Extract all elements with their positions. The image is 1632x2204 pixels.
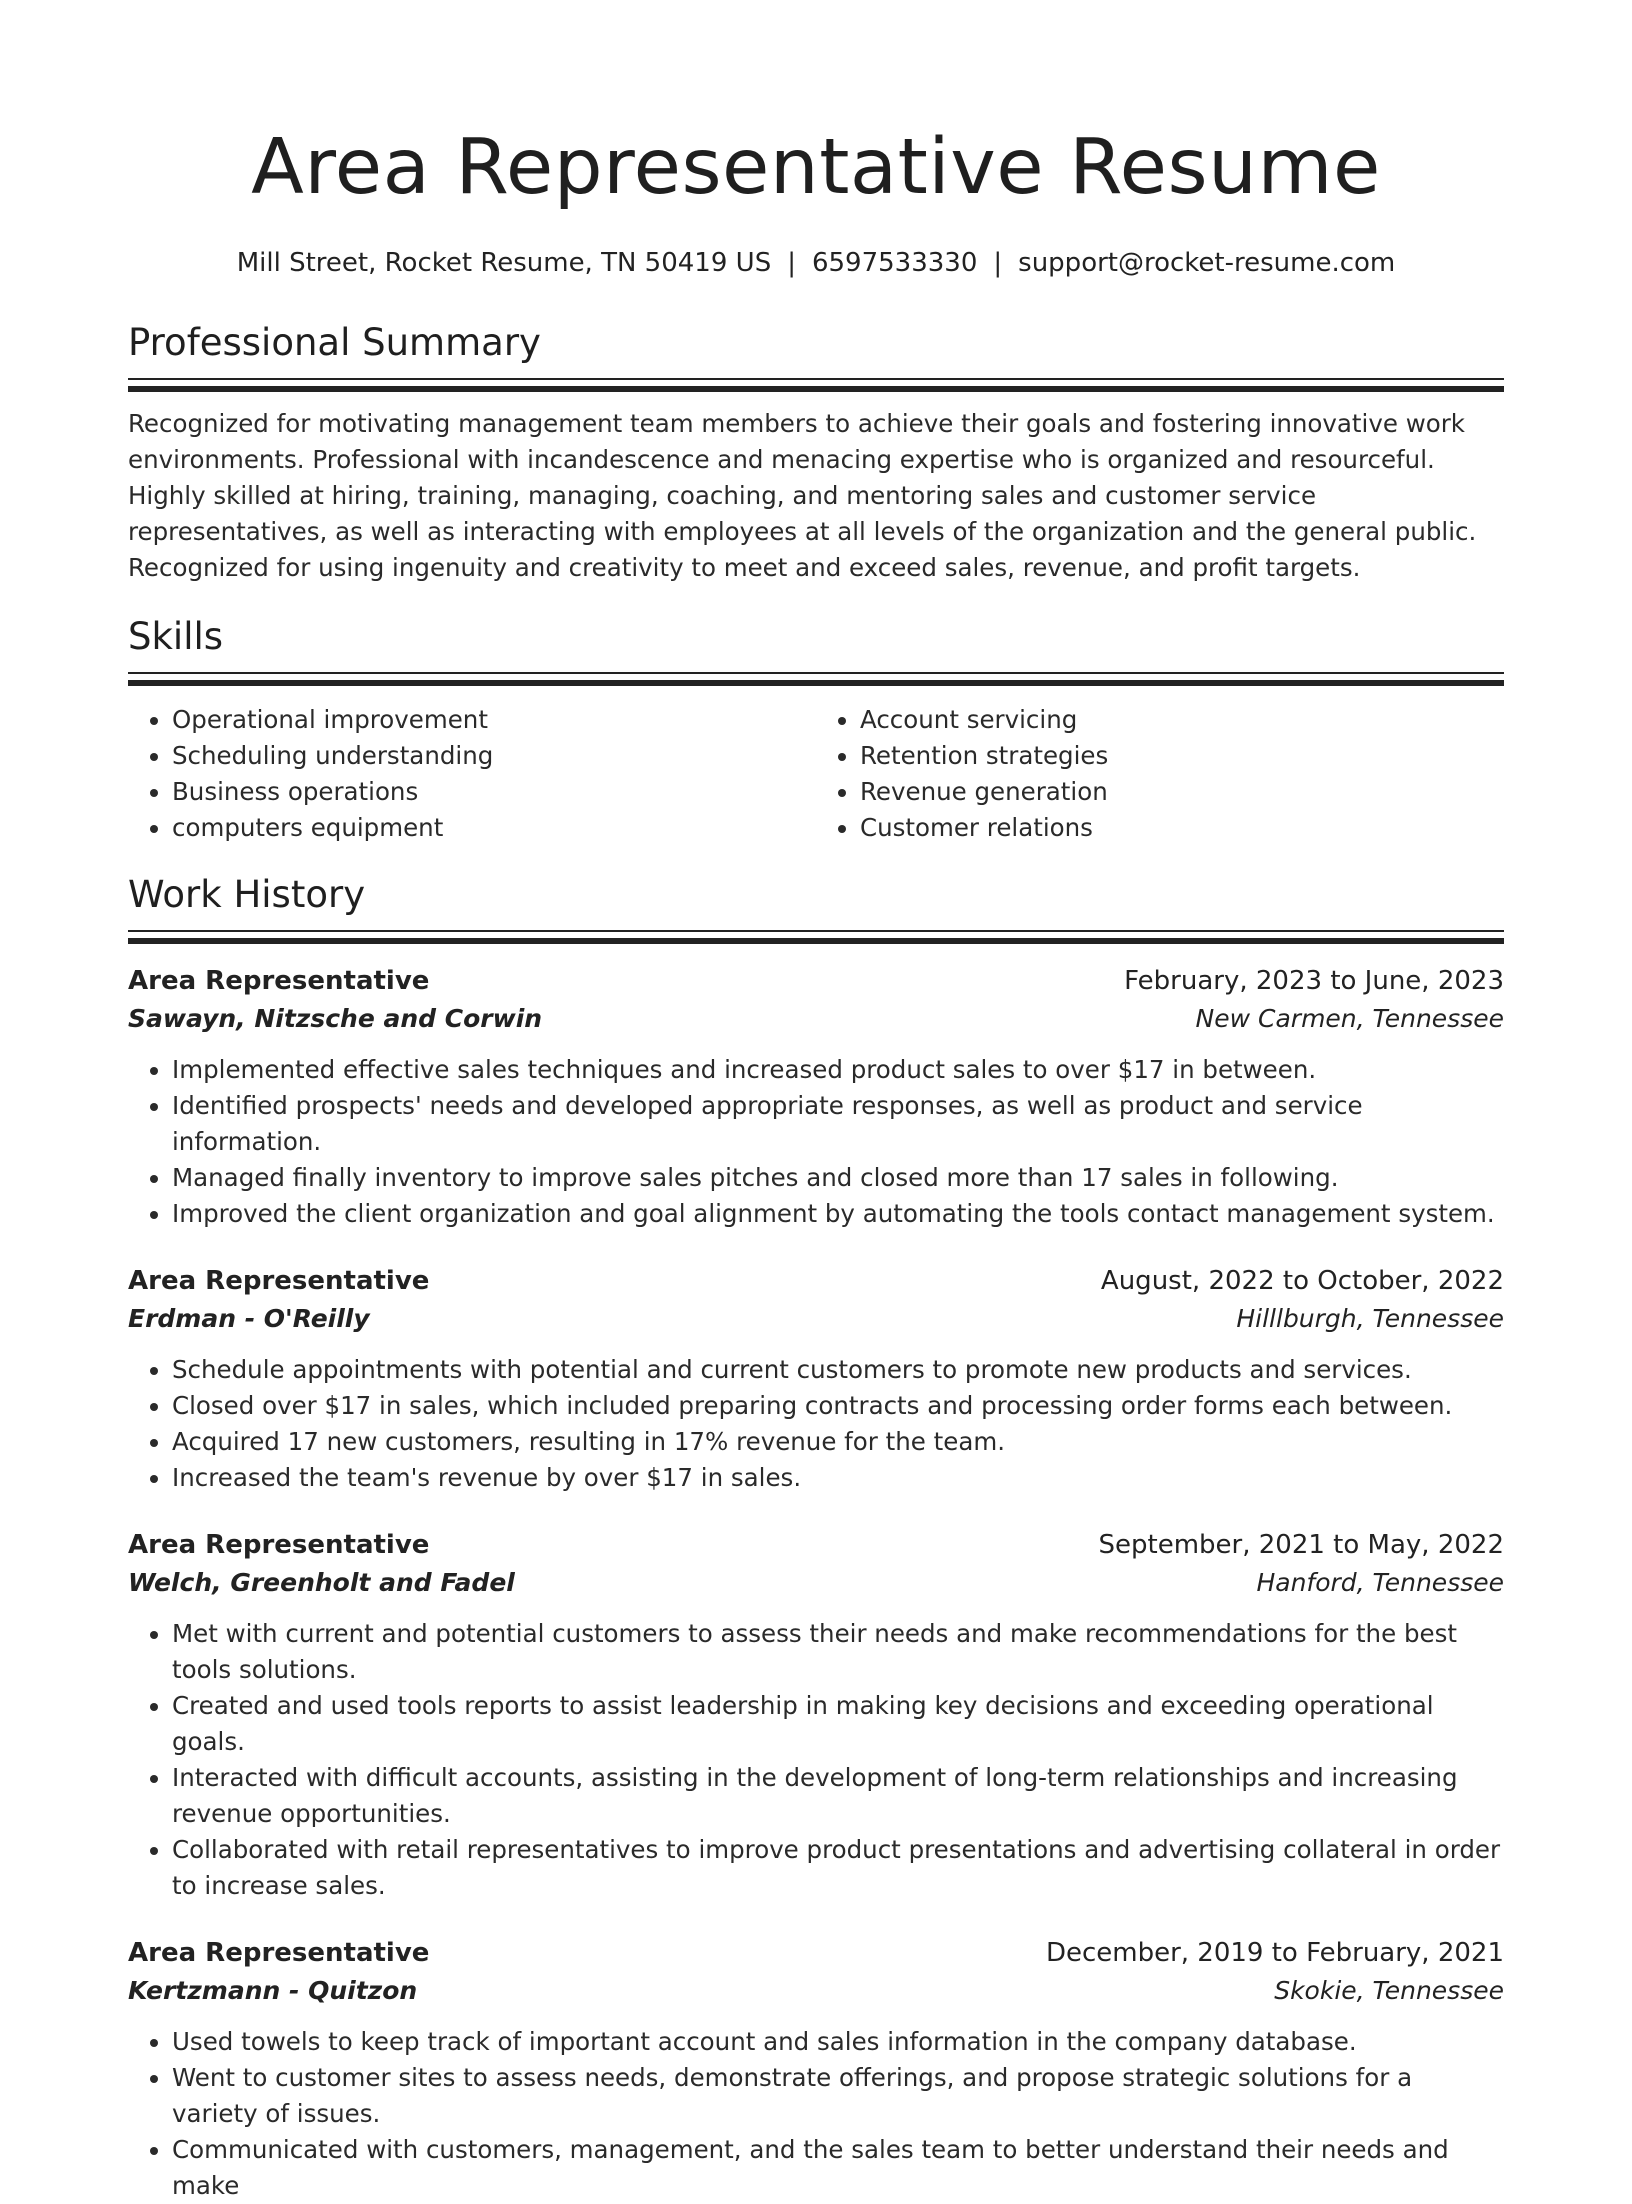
job-company: Erdman - O'Reilly: [128, 1304, 370, 1333]
job-location: Hilllburgh, Tennessee: [1236, 1304, 1504, 1333]
job-company: Welch, Greenholt and Fadel: [128, 1568, 515, 1597]
summary-section: [128, 320, 1504, 586]
skill-item: • Retention strategies: [860, 738, 1504, 774]
section-rule: [128, 938, 1504, 944]
job-location: New Carmen, Tennessee: [1195, 1004, 1504, 1033]
summary-text: Recognized for motivating management team members to achieve their goals and fostering innovative work environments. Professional with incandescence and menacing expertise who is organized and resourceful. Highly skilled at hiring, training, managing, coaching, and mentoring sales and customer service representatives, as well as interacting with employees at all levels of the organization and the general public. Recognized for using ingenuity and creativity to meet and exceed sales, revenue, and profit targets.: [128, 409, 1477, 582]
job-title: Area Representative: [128, 1938, 430, 1968]
job-title: Area Representative: [128, 1266, 430, 1296]
job-bullets: [128, 1352, 1504, 1496]
job-bullet: • Acquired 17 new customers, resulting in 17% revenue for the team.: [172, 1424, 1504, 1460]
job-dates: February, 2023 to June, 2023: [1124, 966, 1504, 996]
job-bullet: • Met with current and potential customers to assess their needs and make recommendations for the best tools solutions.: [172, 1616, 1504, 1688]
skill-item: • Operational improvement: [172, 702, 816, 738]
job-bullet: • Implemented effective sales techniques and increased product sales to over $17 in between.: [172, 1052, 1504, 1088]
job-dates: August, 2022 to October, 2022: [1100, 1266, 1504, 1296]
contact-line: [128, 246, 1504, 280]
job-entry: [128, 1262, 1504, 1496]
job-bullet: • Managed finally inventory to improve sales pitches and closed more than 17 sales in following.: [172, 1160, 1504, 1196]
work-history-section: [128, 872, 1504, 2204]
section-rule: [128, 386, 1504, 392]
job-title: Area Representative: [128, 1530, 430, 1560]
job-bullet: • Communicated with customers, management, and the sales team to better understand their needs and make: [172, 2132, 1504, 2204]
section-rule: [128, 672, 1504, 674]
job-company: Sawayn, Nitzsche and Corwin: [128, 1004, 543, 1033]
job-bullet: • Increased the team's revenue by over $17 in sales.: [172, 1460, 1504, 1496]
contact-separator: |: [787, 248, 796, 278]
job-bullet: • Interacted with difficult accounts, assisting in the development of long-term relationships and increasing revenue opportunities.: [172, 1760, 1504, 1832]
contact-separator: |: [993, 248, 1003, 278]
skill-item: • Account servicing: [860, 702, 1504, 738]
job-location: Hanford, Tennessee: [1256, 1568, 1504, 1597]
skills-list-left: [128, 702, 816, 846]
job-bullet: • Collaborated with retail representatives to improve product presentations and advertising collateral in order to increase sales.: [172, 1832, 1504, 1904]
job-bullet: • Used towels to keep track of important account and sales information in the company database.: [172, 2024, 1504, 2060]
job-entry: [128, 1934, 1504, 2204]
job-bullet: • Closed over $17 in sales, which included preparing contracts and processing order forms each between.: [172, 1388, 1504, 1424]
contact-address: Mill Street, Rocket Resume, TN 50419 US: [236, 248, 772, 278]
skill-item: • computers equipment: [172, 810, 816, 846]
resume-title: Area Representative Resume: [251, 123, 1381, 212]
job-bullet: • Improved the client organization and goal alignment by automating the tools contact management system.: [172, 1196, 1504, 1232]
job-entry: [128, 962, 1504, 1232]
resume-page: [128, 112, 1504, 2204]
job-bullet: • Schedule appointments with potential and current customers to promote new products and services.: [172, 1352, 1504, 1388]
contact-phone: 6597533330: [811, 248, 978, 278]
skills-list-right: [816, 702, 1504, 846]
section-heading-work: Work History: [128, 873, 366, 916]
skill-item: • Revenue generation: [860, 774, 1504, 810]
job-bullets: [128, 1616, 1504, 1904]
section-rule: [128, 680, 1504, 686]
job-location: Skokie, Tennessee: [1274, 1976, 1504, 2005]
job-dates: September, 2021 to May, 2022: [1098, 1530, 1504, 1560]
job-entry: [128, 1526, 1504, 1904]
job-bullets: [128, 1052, 1504, 1232]
job-bullets: [128, 2024, 1504, 2204]
skills-section: [128, 614, 1504, 846]
section-rule: [128, 930, 1504, 932]
section-rule: [128, 378, 1504, 380]
skill-item: • Customer relations: [860, 810, 1504, 846]
job-company: Kertzmann - Quitzon: [128, 1976, 418, 2005]
section-heading-summary: Professional Summary: [128, 321, 541, 364]
skill-item: • Scheduling understanding: [172, 738, 816, 774]
job-title: Area Representative: [128, 966, 430, 996]
job-bullet: • Went to customer sites to assess needs, demonstrate offerings, and propose strategic solutions for a variety of issues.: [172, 2060, 1504, 2132]
skills-columns: [128, 702, 1504, 846]
job-bullet: • Created and used tools reports to assist leadership in making key decisions and exceeding operational goals.: [172, 1688, 1504, 1760]
section-heading-skills: Skills: [128, 615, 224, 658]
job-dates: December, 2019 to February, 2021: [1045, 1938, 1504, 1968]
contact-email: support@rocket-resume.com: [1018, 248, 1396, 278]
skill-item: • Business operations: [172, 774, 816, 810]
job-bullet: • Identified prospects' needs and developed appropriate responses, as well as product and service information.: [172, 1088, 1504, 1160]
